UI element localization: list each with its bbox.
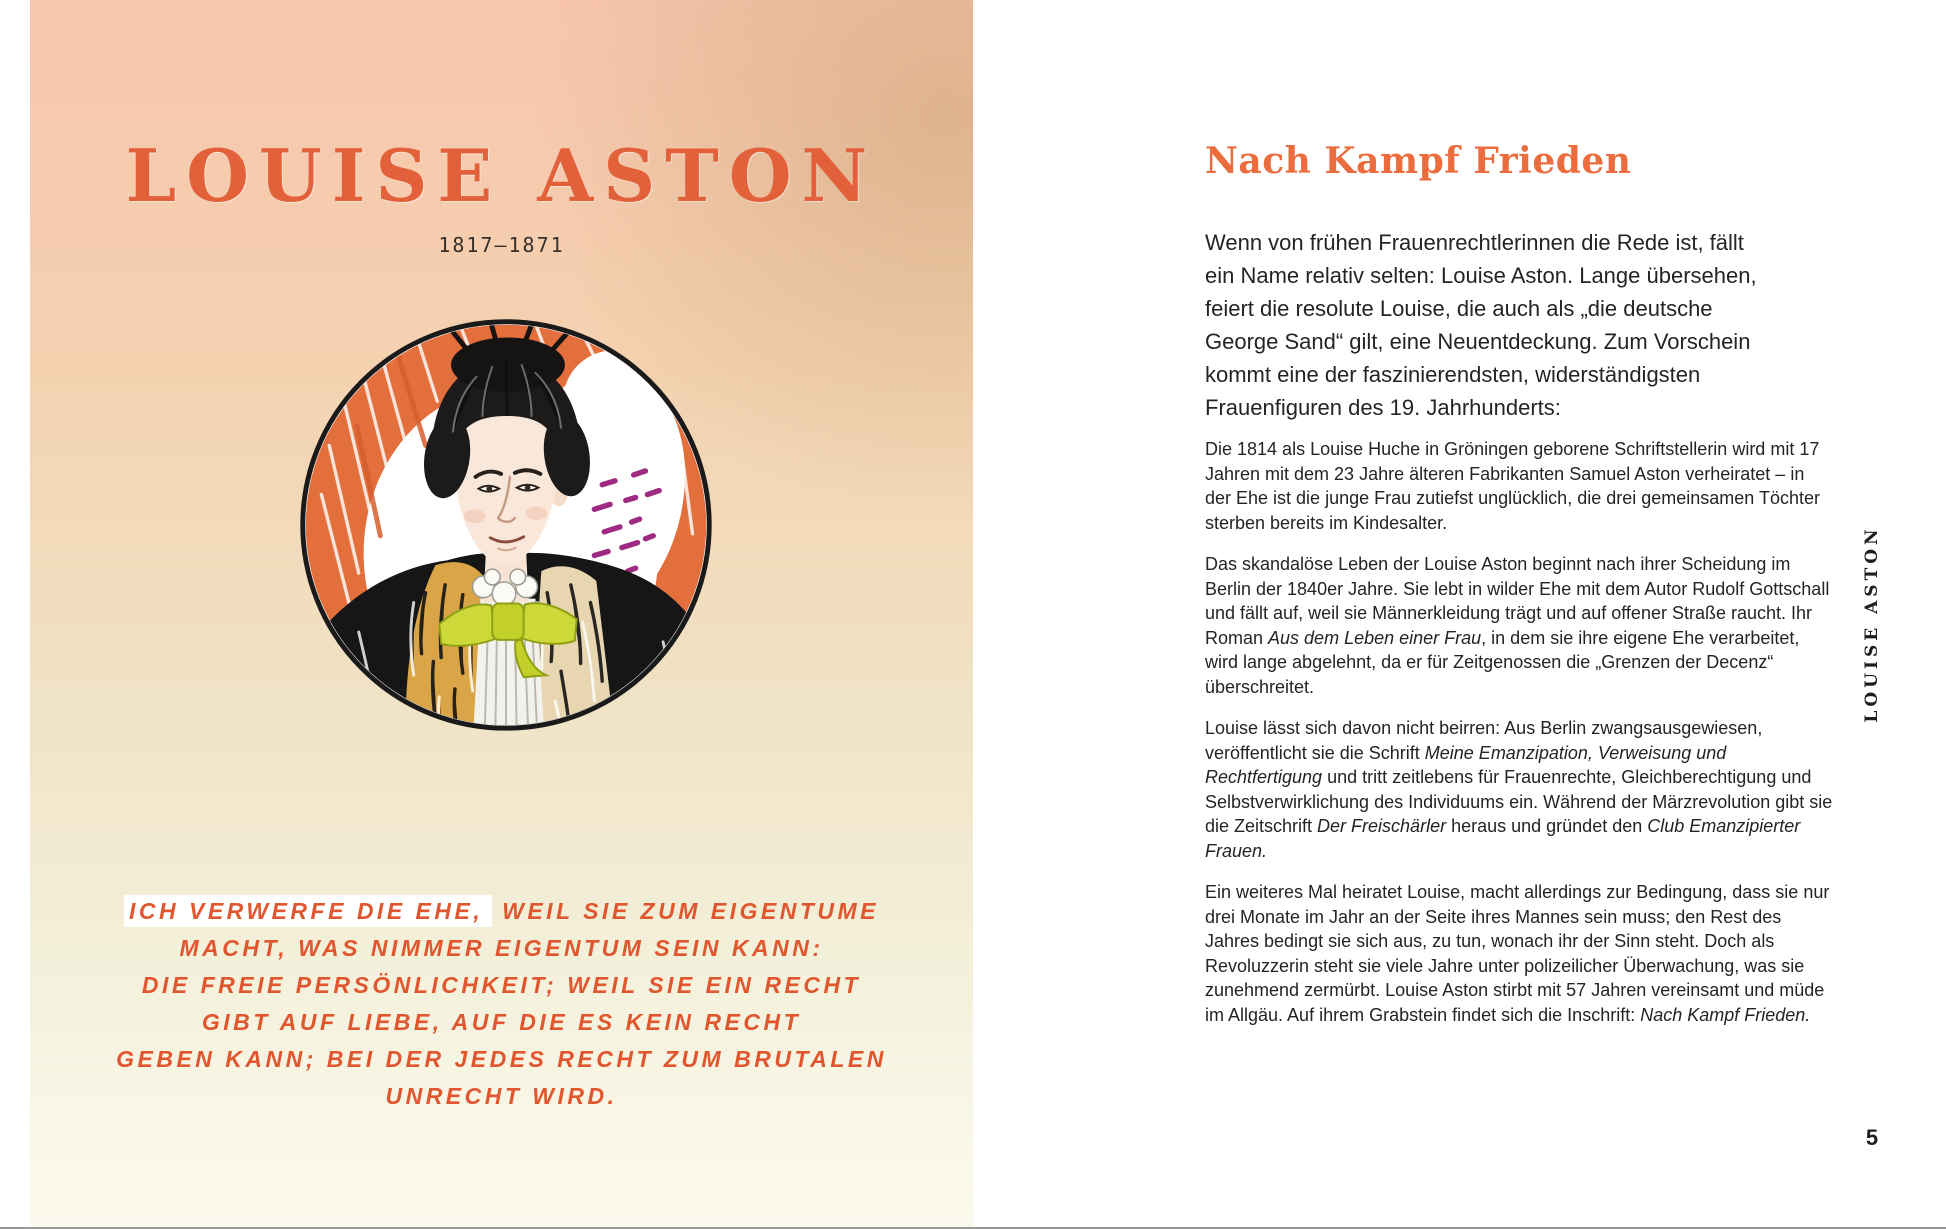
quote-line: GEBEN KANN; BEI DER JEDES RECHT ZUM BRUTALEN	[116, 1046, 887, 1072]
body-paragraph: Die 1814 als Louise Huche in Gröningen geborene Schriftstellerin wird mit 17 Jahren mit dem 23 Jahre älteren Fabrikanten Samuel Aston verheiratet – in der Ehe ist die junge Frau zutiefst unglücklich, die drei gemeinsamen Töchter sterben bereits im Kindesalter.	[1205, 439, 1820, 533]
quote	[70, 893, 933, 1115]
section-heading: Nach Kampf Frieden	[1205, 140, 1632, 182]
quote-line: GIBT AUF LIEBE, AUF DIE ES KEIN RECHT	[201, 1009, 802, 1035]
intro-paragraph: Wenn von frühen Frauenrechtlerinnen die Rede ist, fällt ein Name relativ selten: Louise Aston. Lange übersehen, feiert die resolute Louise, die auch als „die deutsche George Sand“ gilt, eine Neuentdeckung. Zum Vorschein kommt eine der faszinierendsten, widerständigsten Frauenfiguren des 19. Jahrhunderts:	[1205, 230, 1757, 420]
margin-label: LOUISE ASTON	[1862, 525, 1882, 723]
body-paragraph: Das skandalöse Leben der Louise Aston beginnt nach ihrer Scheidung im Berlin der 1840er Jahre. Sie lebt in wilder Ehe mit dem Autor Rudolf Gottschall und fällt auf, weil sie Männerkleidung trägt und auf offener Straße raucht. Ihr Roman Aus dem Leben einer Frau, in dem sie ihre eigene Ehe verarbeitet, wird lange abgelehnt, da er für Zeitgenossen die „Grenzen der Decenz“ überschreitet.	[1205, 554, 1830, 697]
body-paragraph: Louise lässt sich davon nicht beirren: Aus Berlin zwangsausgewiesen, veröffentlicht sie die Schrift Meine Emanzipation, Verweisung und Rechtfertigung und tritt zeitlebens für Frauenrechte, Gleichberechtigung und Selbstverwirklichung des Individuums ein. Während der Märzrevolution gibt sie die Zeitschrift Der Freischärler heraus und gründet den Club Emanzipierter Frauen.	[1205, 718, 1833, 861]
page-title: LOUISE ASTON	[125, 133, 878, 218]
portrait-illustration	[290, 308, 722, 740]
quote-line: ICH VERWERFE DIE EHE, WEIL SIE ZUM EIGENTUME	[70, 893, 933, 930]
body-paragraph: Ein weiteres Mal heiratet Louise, macht allerdings zur Bedingung, dass sie nur drei Monate im Jahr an der Seite ihres Mannes sein muss; den Rest des Jahres bedingt sie sich aus, zu tun, wonach ihr der Sinn steht. Doch als Revoluzzerin steht sie viele Jahre unter polizeilicher Überwachung, was sie zunehmend zermürbt. Louise Aston stirbt mit 57 Jahren vereinsamt und müde im Allgäu. Auf ihrem Grabstein findet sich die Inschrift: Nach Kampf Frieden.	[1205, 882, 1830, 1025]
right-page	[973, 0, 1946, 1227]
body-paragraphs	[1205, 437, 1833, 1044]
life-dates: 1817–1871	[438, 233, 565, 257]
page-number: 5	[1865, 1125, 1879, 1150]
quote-line: UNRECHT WIRD.	[385, 1083, 618, 1109]
quote-line: MACHT, WAS NIMMER EIGENTUM SEIN KANN:	[179, 935, 824, 961]
quote-line: DIE FREIE PERSÖNLICHKEIT; WEIL SIE EIN RECHT	[141, 972, 862, 998]
left-page	[30, 0, 973, 1227]
portrait-svg	[290, 308, 722, 740]
